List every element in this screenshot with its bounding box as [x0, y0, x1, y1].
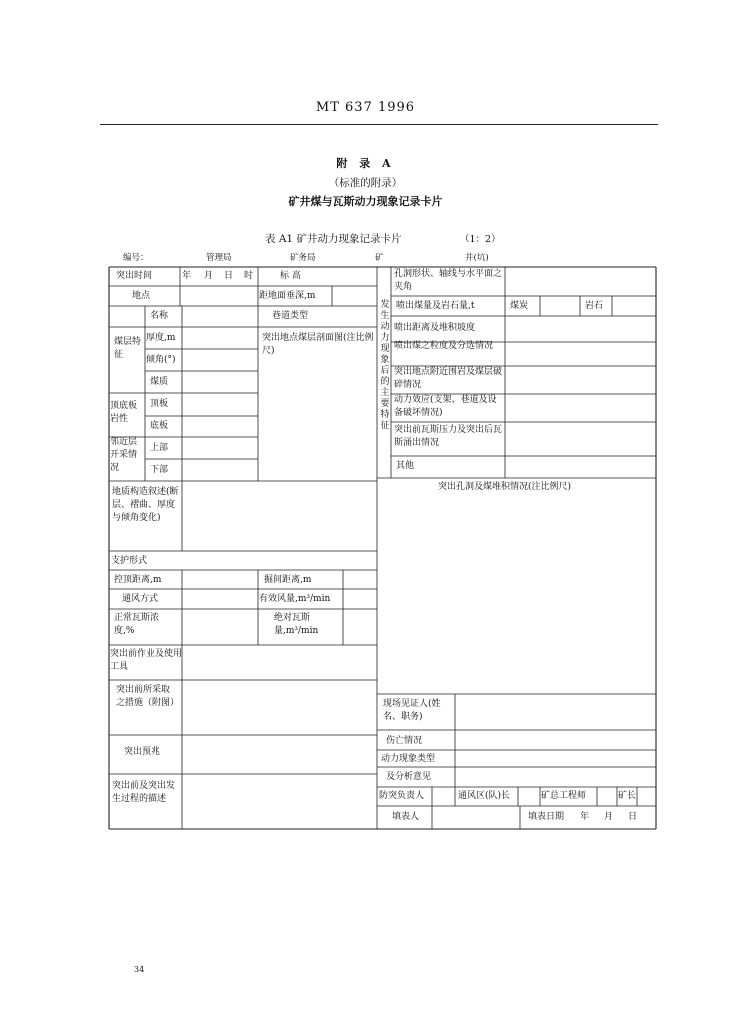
mine-head-label: 矿长: [618, 791, 637, 801]
appendix-subtitle: （标准的附录）: [328, 177, 403, 189]
omens-label: 突出预兆: [124, 747, 161, 757]
effective-air-label: 有效风量,m³/min: [259, 594, 331, 604]
section-diagram-label: 突出地点煤层剖面图(注比例尺): [262, 333, 374, 356]
ejected-amount-label: 喷出煤量及岩石量,t: [396, 301, 475, 311]
ejection-distance-label: 喷出距离及堆积坡度: [394, 323, 476, 333]
rock-amount-label: 岩石: [585, 301, 604, 311]
sketch-label: 突出孔洞及煤堆积情况(注比例尺): [438, 482, 572, 492]
cavity-shape-label: 孔洞形状、轴线与水平面之夹角: [394, 269, 503, 292]
coal-quality-label: 煤质: [150, 377, 169, 387]
fill-month: 月: [604, 812, 614, 822]
abs-gas-label: 绝对瓦斯量,m³/min: [274, 613, 319, 636]
time-label: 突出时间: [116, 271, 153, 281]
fill-date-label: 填表日期: [528, 812, 565, 822]
other-label: 其他: [396, 461, 415, 471]
chief-engineer-label: 矿总工程师: [541, 791, 587, 801]
surrounding-rock-label: 突出地点附近围岩及煤层破碎情况: [394, 367, 503, 390]
support-label: 支护形式: [111, 556, 148, 566]
appendix-title: 矿井煤与瓦斯动力现象记录卡片: [288, 195, 443, 208]
info-mining-bureau: 矿务局: [290, 253, 316, 263]
phenomenon-type-label: 动力现象类型: [381, 754, 436, 764]
adjacent-upper-label: 上部: [150, 443, 169, 453]
pre-work-label: 突出前作业及使用工具: [110, 649, 183, 672]
roof-floor-group: 顶底板岩性: [110, 401, 138, 424]
ventilation-label: 通风方式: [122, 594, 159, 604]
coal-seam-group: 煤层特征: [114, 337, 142, 360]
time-month: 月: [204, 271, 214, 281]
responsible-label: 防突负责人: [379, 791, 425, 801]
vent-chief-label: 通风区(队)长: [458, 791, 511, 801]
time-year: 年: [182, 271, 192, 281]
fill-day: 日: [628, 812, 638, 822]
coal-name-label: 名称: [150, 311, 169, 321]
casualty-label: 伤亡情况: [386, 736, 423, 746]
adjacent-seam-group: 邻近层开采情况: [110, 437, 138, 473]
coal-dip-label: 倾角(°): [146, 355, 176, 365]
dynamic-effect-label: 动力效应(支架、巷道及设备破坏情况): [394, 395, 497, 418]
coal-thickness-label: 厚度,m: [146, 333, 176, 343]
info-number: 编号：: [123, 253, 149, 263]
cut-distance-label: 掘间距离,m: [264, 575, 312, 585]
location-label: 地点: [132, 291, 151, 301]
witness-label: 现场见证人(姓名、职务): [383, 699, 441, 722]
info-bureau: 管理局: [206, 253, 232, 263]
roadway-type-label: 巷道类型: [272, 311, 309, 321]
standard-number: MT 637 1996: [315, 100, 416, 115]
filler-label: 填表人: [392, 812, 420, 822]
elevation-label: 标 高: [280, 271, 301, 281]
page-number: 34: [134, 965, 145, 974]
gas-conc-label: 正常瓦斯浓度,%: [114, 613, 160, 636]
depth-label: 距地面垂深,m: [259, 291, 316, 301]
right-group-label: 发生动力现象后的主要特征: [380, 300, 390, 431]
time-hour: 时: [244, 271, 254, 281]
particle-size-label: 喷出煤之粒度及分选情况: [394, 341, 494, 351]
appendix-label: 附 录 A: [336, 157, 395, 170]
process-label: 突出前及突出发生过程的描述: [112, 781, 176, 804]
info-pit: 井(坑): [465, 253, 489, 263]
analysis-label: 及分析意见: [386, 772, 432, 782]
geology-label: 地质构造叙述(断层、褶曲、厚度与倾角变化): [112, 487, 179, 523]
time-day: 日: [224, 271, 234, 281]
table-scale: （1：2）: [460, 234, 501, 245]
floor-label: 底板: [150, 421, 169, 431]
coal-amount-label: 煤炭: [510, 301, 529, 311]
pre-measures-label: 突出前所采取之措施（附图）: [116, 685, 180, 708]
info-mine: 矿: [375, 253, 384, 263]
fill-year: 年: [580, 812, 590, 822]
face-distance-label: 控顶距离,m: [114, 575, 162, 585]
table-title: 表 A1 矿井动力现象记录卡片: [265, 233, 402, 245]
roof-label: 顶板: [150, 399, 169, 409]
adjacent-lower-label: 下部: [150, 465, 169, 475]
gas-pressure-label: 突出前瓦斯压力及突出后瓦斯涌出情况: [394, 425, 503, 448]
